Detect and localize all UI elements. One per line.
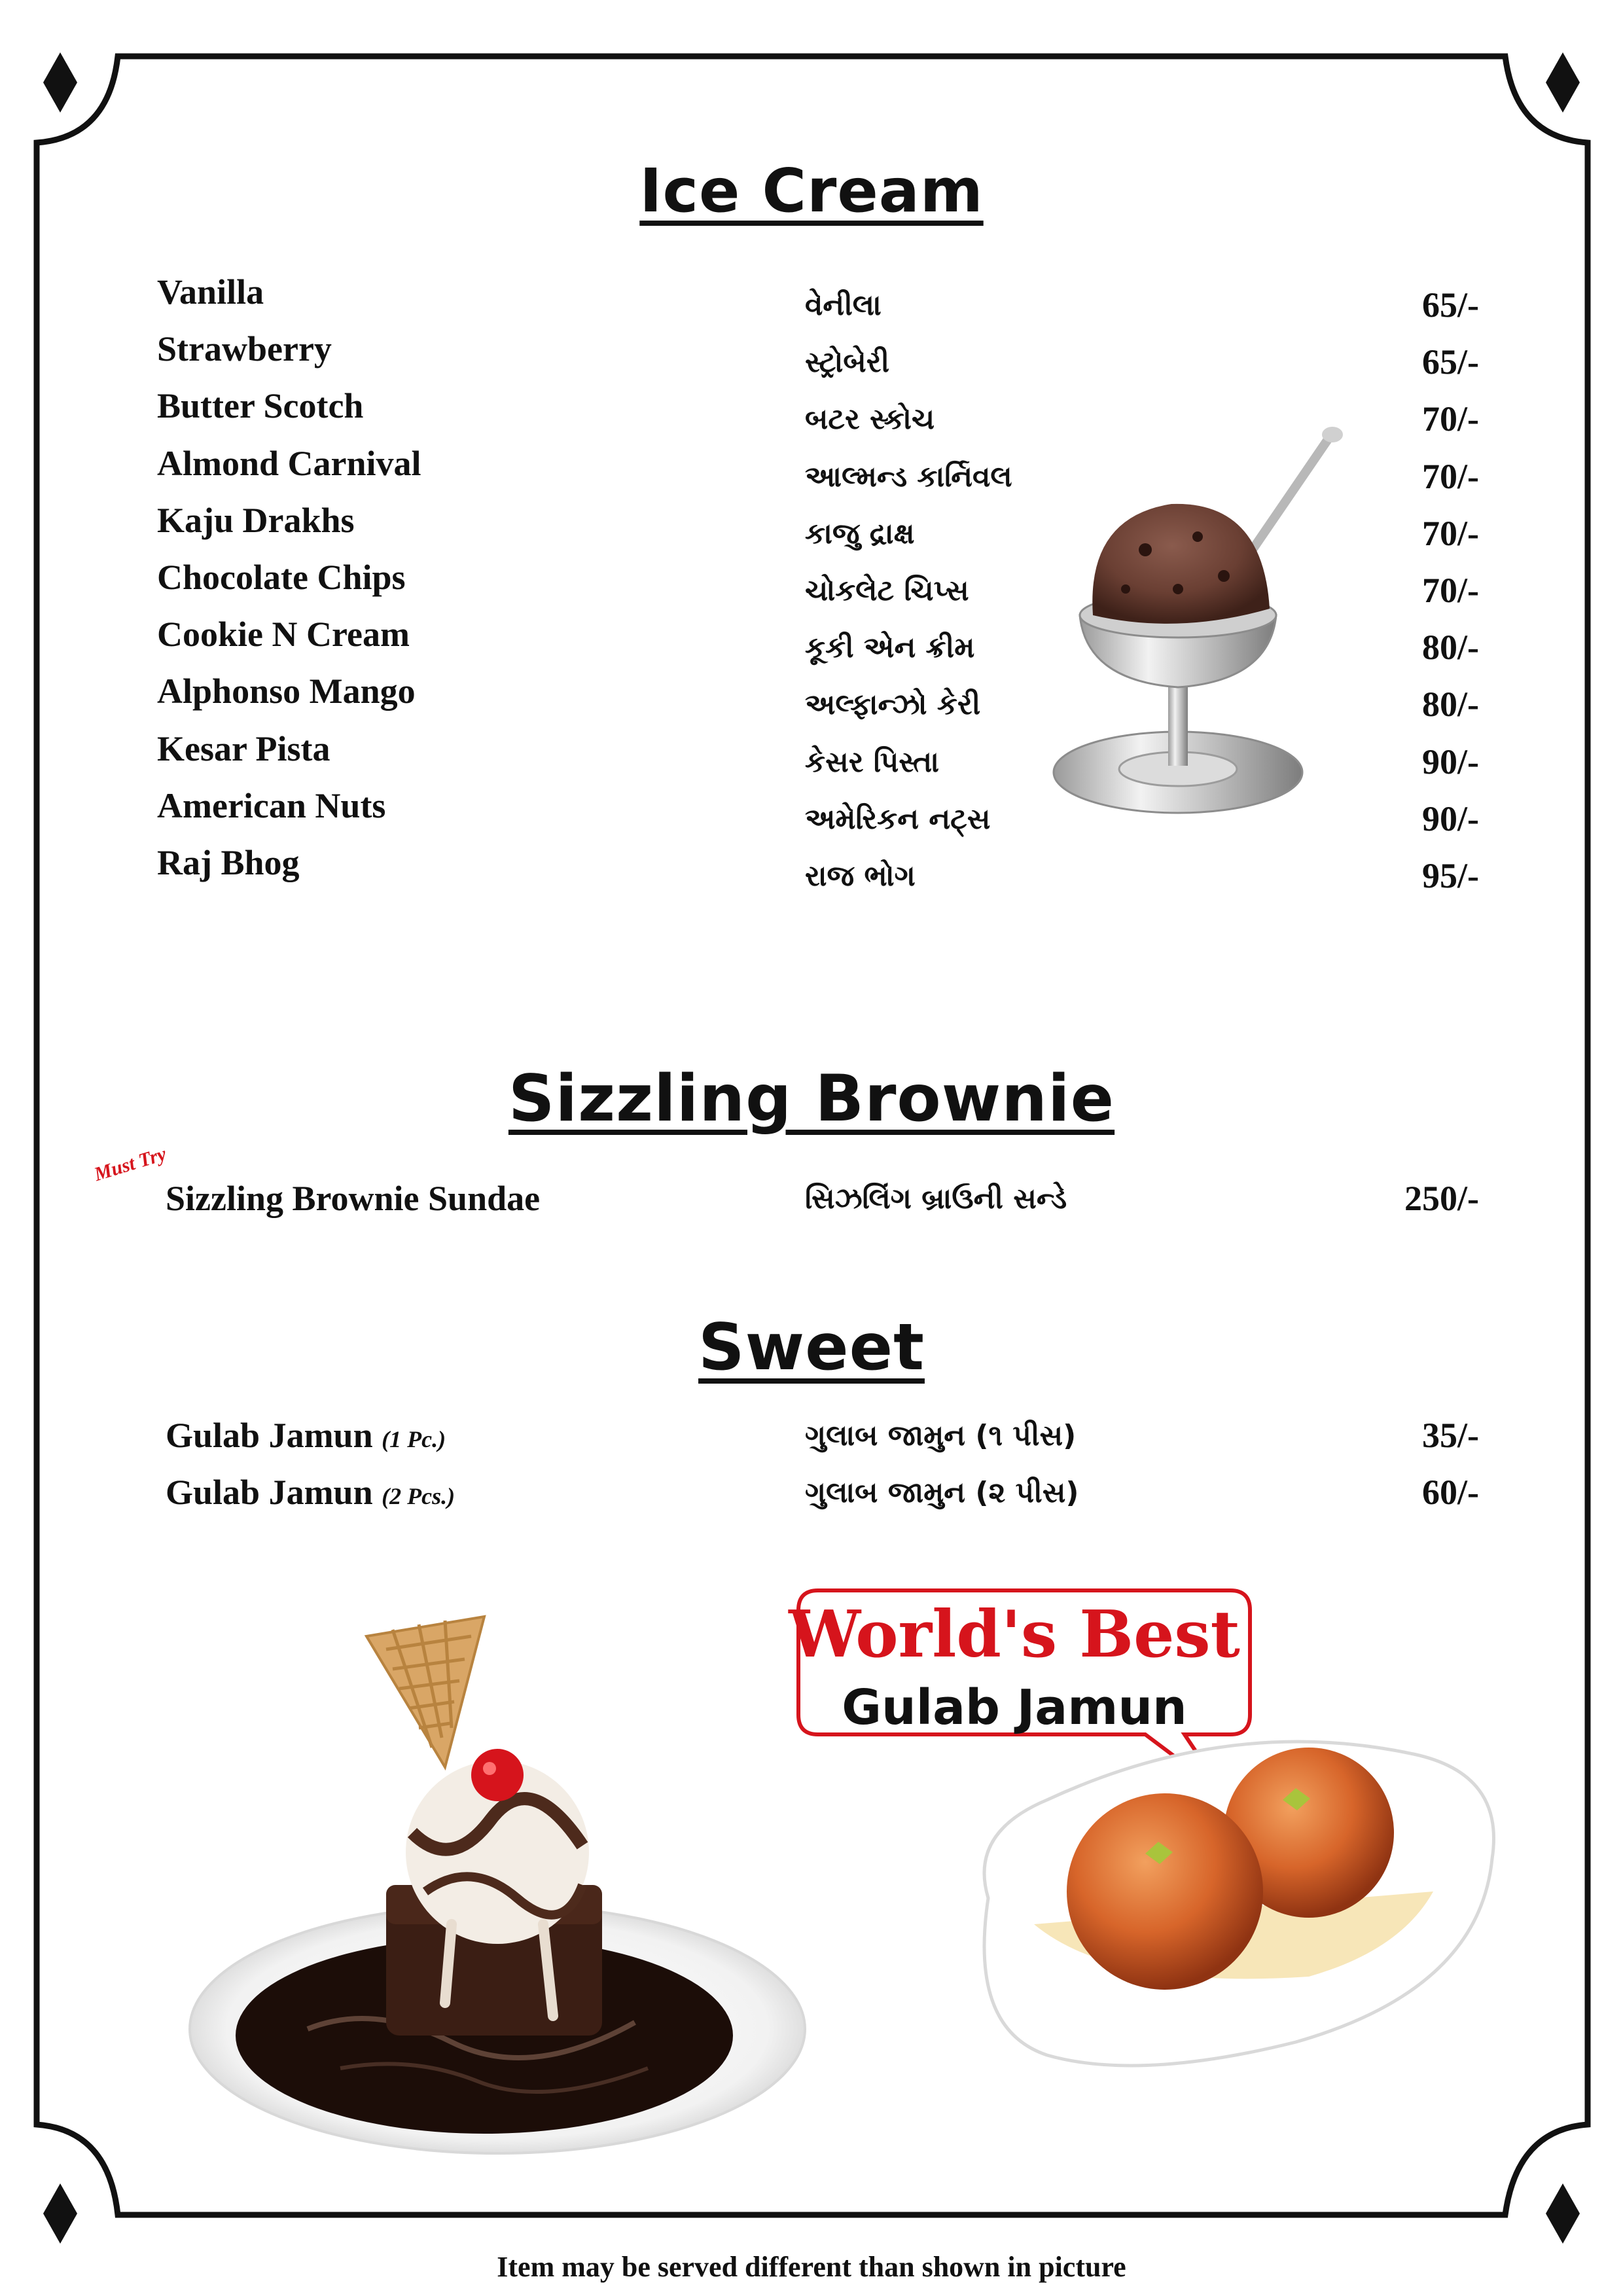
menu-item-name-gujarati: ચોકલેટ ચિપ્સ (805, 574, 969, 607)
menu-item-name (166, 1472, 455, 1513)
menu-item-name-text: Raj Bhog (157, 843, 300, 882)
section-title-sweet: Sweet (698, 1310, 925, 1385)
menu-item-row (0, 671, 1623, 723)
menu-item-name (166, 1415, 446, 1456)
menu-item-name-text: American Nuts (157, 785, 386, 825)
menu-item-name (157, 500, 355, 541)
menu-item-price: 70/- (1422, 571, 1479, 610)
menu-item-name-gujarati: કૂકી એન ક્રીમ (805, 631, 975, 665)
menu-item-row (0, 842, 1623, 895)
footer-disclaimer: Item may be served different than shown in picture (497, 2251, 1126, 2283)
menu-item-row (0, 272, 1623, 324)
menu-item-price: 70/- (1422, 456, 1479, 496)
menu-item-name (157, 272, 264, 312)
sizzling-brownie-illustration (177, 1597, 818, 2160)
menu-item-name (157, 386, 363, 426)
menu-item-name-text: Alphonso Mango (157, 672, 416, 711)
menu-item-name-gujarati: સ્ટ્રોબેરી (805, 346, 890, 380)
menu-item-name-gujarati: રાજ ભોગ (805, 859, 916, 893)
menu-item-name (157, 443, 421, 484)
menu-item-name-gujarati: કેસર પિસ્તા (805, 745, 940, 779)
promo-bubble-line2: Gulab Jamun (842, 1679, 1187, 1736)
menu-item-name-text: Almond Carnival (157, 443, 421, 483)
menu-item-price: 80/- (1422, 685, 1479, 725)
menu-item-row (0, 1472, 1623, 1524)
menu-item-row (0, 443, 1623, 495)
diamond-corner-icon (1546, 2183, 1580, 2244)
menu-item-name-text: Butter Scotch (157, 386, 364, 426)
menu-item-row (0, 1415, 1623, 1467)
menu-item-name (157, 671, 416, 711)
menu-item-price: 65/- (1422, 285, 1479, 325)
menu-item-price: 65/- (1422, 342, 1479, 382)
menu-item-row (0, 614, 1623, 666)
menu-item-name-gujarati: કાજુ દ્રાક્ષ (805, 516, 915, 550)
menu-item-price: 35/- (1422, 1416, 1479, 1455)
menu-item-name (157, 728, 330, 769)
section-title-ice-cream: Ice Cream (639, 156, 984, 226)
menu-item-name-gujarati: વેનીલા (805, 289, 882, 322)
menu-item-row (0, 728, 1623, 781)
menu-item-name-gujarati: અમેરિકન નટ્સ (805, 802, 991, 836)
menu-item-row (0, 386, 1623, 438)
promo-bubble-line1: World's Best (789, 1597, 1240, 1672)
menu-item-price: 60/- (1422, 1473, 1479, 1512)
menu-item-name (157, 329, 332, 369)
menu-item-name (157, 557, 406, 598)
ice-cream-cup-illustration (1047, 419, 1374, 864)
menu-item-name-gujarati: સિઝલિંગ બ્રાઉની સન્ડે (805, 1182, 1067, 1215)
menu-item-name (157, 785, 385, 826)
menu-item-name-text: Gulab Jamun (166, 1416, 373, 1455)
menu-item-row (0, 785, 1623, 838)
menu-item-name-text: Cookie N Cream (157, 615, 410, 655)
diamond-corner-icon (43, 2183, 77, 2244)
menu-item-name-gujarati: ગુલાબ જામુન (૨ પીસ) (805, 1476, 1079, 1509)
menu-item-name-gujarati: અલ્ફાન્ઝો કેરી (805, 688, 981, 722)
menu-item-price: 250/- (1404, 1179, 1479, 1218)
menu-item-quantity: (2 Pcs.) (382, 1483, 455, 1509)
menu-item-name (157, 842, 300, 883)
menu-item-row (0, 329, 1623, 381)
menu-item-name-gujarati: બટર સ્કોચ (805, 403, 935, 437)
menu-item-name-text: Kesar Pista (157, 728, 330, 768)
menu-item-name (157, 614, 410, 655)
menu-item-name-text: Gulab Jamun (166, 1473, 373, 1512)
diamond-corner-icon (1546, 52, 1580, 113)
menu-item-price: 80/- (1422, 628, 1479, 668)
diamond-corner-icon (43, 52, 77, 113)
section-title-sizzling-brownie: Sizzling Brownie (508, 1062, 1115, 1136)
must-try-badge: Must Try (92, 1143, 169, 1186)
menu-item-name (166, 1178, 540, 1219)
menu-item-price: 95/- (1422, 856, 1479, 895)
menu-item-row (0, 500, 1623, 552)
menu-item-name-text: Chocolate Chips (157, 558, 406, 597)
menu-item-name-gujarati: આલ્મન્ડ કાર્નિવલ (805, 459, 1012, 493)
menu-item-name-text: Strawberry (157, 329, 332, 369)
menu-item-quantity: (1 Pc.) (382, 1426, 446, 1452)
menu-item-row (0, 1178, 1623, 1230)
menu-item-name-text: Vanilla (157, 272, 264, 312)
menu-item-name-text: Sizzling Brownie Sundae (166, 1179, 541, 1218)
menu-item-price: 70/- (1422, 513, 1479, 553)
menu-item-price: 90/- (1422, 798, 1479, 838)
menu-item-price: 90/- (1422, 742, 1479, 781)
menu-item-name-gujarati: ગુલાબ જામુન (૧ પીસ) (805, 1419, 1077, 1452)
menu-item-price: 70/- (1422, 399, 1479, 439)
menu-item-name-text: Kaju Drakhs (157, 500, 355, 540)
menu-item-row (0, 557, 1623, 609)
